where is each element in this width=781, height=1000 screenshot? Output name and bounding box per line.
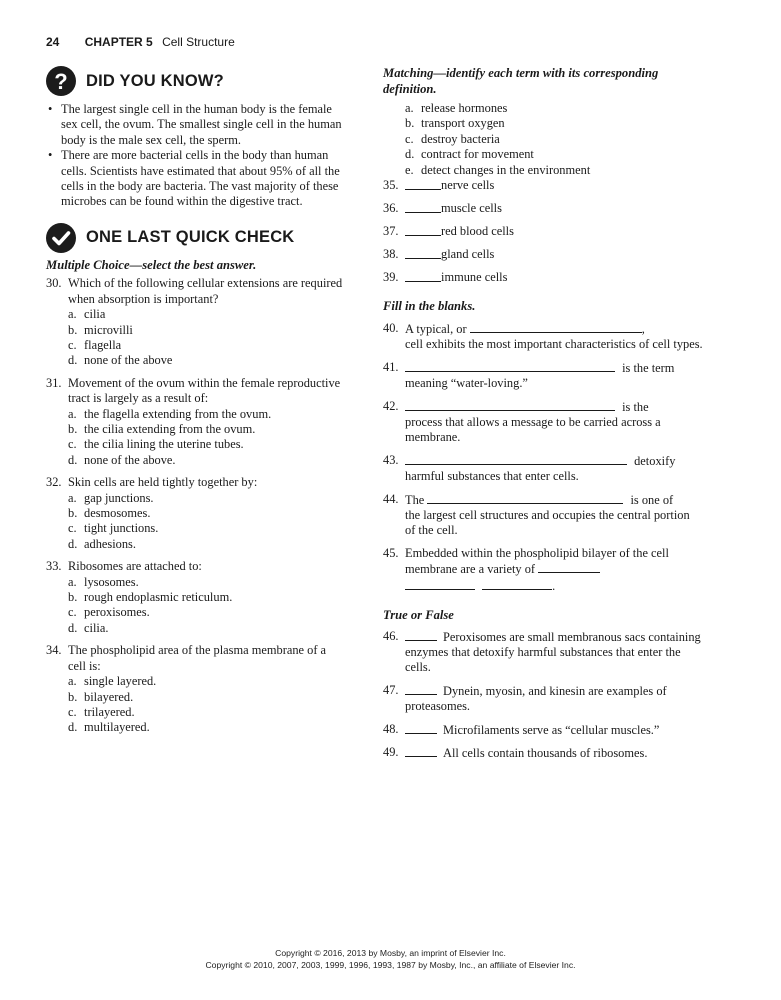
option-list xyxy=(68,491,346,553)
did-you-know-heading xyxy=(46,66,346,96)
option-text: cilia xyxy=(84,307,106,322)
item-term: muscle cells xyxy=(441,201,502,216)
item-term: immune cells xyxy=(441,270,508,285)
option-text: lysosomes. xyxy=(84,574,139,589)
option-letter: d. xyxy=(68,536,78,551)
item-number: 49. xyxy=(383,744,399,759)
right-column xyxy=(383,66,703,761)
checkmark-icon xyxy=(46,223,76,253)
matching-instructions: Matching—identify each term with its corresponding definition. xyxy=(383,66,659,96)
fill-blank-question: 45. Embedded within the phospholipid bilayer of the cell membrane are a variety of . xyxy=(383,545,669,593)
answer-option[interactable] xyxy=(68,353,346,368)
option-letter: a. xyxy=(68,674,77,689)
option-letter: b. xyxy=(68,506,78,521)
item-number: 48. xyxy=(383,721,399,736)
option-text: trilayered. xyxy=(84,704,135,719)
definition-option xyxy=(405,101,703,116)
answer-blank[interactable] xyxy=(405,247,441,259)
matching-items xyxy=(383,178,703,285)
answer-blank[interactable] xyxy=(405,453,627,465)
mc-question xyxy=(46,276,346,368)
matching-definitions xyxy=(405,101,703,178)
option-text: microvilli xyxy=(84,322,133,337)
question-text: Ribosomes are attached to: xyxy=(68,559,202,574)
item-number: 35. xyxy=(383,178,399,193)
matching-item xyxy=(383,201,703,216)
question-stem xyxy=(46,276,346,307)
answer-option[interactable] xyxy=(68,307,346,322)
option-text: adhesions. xyxy=(84,536,136,551)
fill-blank-question: 41. is the term meaning “water-loving.” xyxy=(383,359,675,391)
fact-item: • The largest single cell in the human body is the female sex cell, the ovum. The smallest single cell in the human body is the male sex cell, the sperm. xyxy=(46,102,346,148)
definition-option xyxy=(405,132,703,147)
answer-option[interactable] xyxy=(68,338,346,353)
answer-option[interactable] xyxy=(68,491,346,506)
question-stem xyxy=(46,559,346,574)
multiple-choice-instructions: Multiple Choice—select the best answer. xyxy=(46,257,257,272)
option-text: transport oxygen xyxy=(421,116,505,131)
chapter-label: CHAPTER 5 xyxy=(84,35,153,49)
question-stem xyxy=(46,643,346,674)
answer-blank[interactable] xyxy=(405,745,437,757)
quick-check-title: ONE LAST QUICK CHECK xyxy=(86,228,295,247)
option-text: the cilia lining the uterine tubes. xyxy=(84,437,244,452)
definition-option xyxy=(405,116,703,131)
option-letter: c. xyxy=(68,521,77,536)
fact-item: • There are more bacterial cells in the body than human cells. Scientists have estimated that about 95% of all the cells in the body are bacteria. The vast majority of these microbes can be found within the digestive tract. xyxy=(46,148,346,210)
left-column xyxy=(46,66,346,736)
option-letter: a. xyxy=(68,490,77,505)
statement-text: Peroxisomes are small membranous sacs containing enzymes that detoxify harmful substances that enter the cells. xyxy=(405,629,701,675)
option-letter: b. xyxy=(405,116,415,131)
mc-question xyxy=(46,643,346,735)
true-false-item xyxy=(383,629,703,676)
item-number: 37. xyxy=(383,224,399,239)
option-letter: c. xyxy=(68,337,77,352)
option-text: detect changes in the environment xyxy=(421,162,591,177)
answer-option[interactable] xyxy=(68,605,346,620)
answer-option[interactable] xyxy=(68,720,346,735)
option-text: contract for movement xyxy=(421,147,534,162)
option-text: the flagella extending from the ovum. xyxy=(84,406,272,421)
chapter-title: Cell Structure xyxy=(162,35,235,49)
option-letter: c. xyxy=(68,704,77,719)
option-text: rough endoplasmic reticulum. xyxy=(84,590,233,605)
option-list xyxy=(68,407,346,469)
option-letter: a. xyxy=(68,307,77,322)
answer-option[interactable] xyxy=(68,537,346,552)
answer-blank[interactable] xyxy=(482,578,552,590)
option-list xyxy=(68,674,346,736)
answer-blank[interactable] xyxy=(405,722,437,734)
answer-blank[interactable] xyxy=(405,224,441,236)
option-text: peroxisomes. xyxy=(84,605,150,620)
answer-option[interactable] xyxy=(68,621,346,636)
option-letter: e. xyxy=(405,162,414,177)
option-letter: d. xyxy=(405,147,415,162)
option-letter: d. xyxy=(68,353,78,368)
true-false-item xyxy=(383,745,703,761)
matching-item xyxy=(383,178,703,193)
answer-option[interactable] xyxy=(68,705,346,720)
option-letter: d. xyxy=(68,720,78,735)
option-text: bilayered. xyxy=(84,689,134,704)
statement-text: Dynein, myosin, and kinesin are examples of proteasomes. xyxy=(405,683,667,714)
definition-option xyxy=(405,147,703,162)
matching-item xyxy=(383,224,703,239)
mc-question xyxy=(46,559,346,636)
multiple-choice-list xyxy=(46,276,346,735)
statement-text: Microfilaments serve as “cellular muscles.” xyxy=(443,722,660,737)
answer-option[interactable] xyxy=(68,690,346,705)
option-list xyxy=(68,307,346,369)
item-term: gland cells xyxy=(441,247,495,262)
item-term: nerve cells xyxy=(441,178,495,193)
fill-blank-question: 43. detoxify harmful substances that enter cells. xyxy=(383,452,676,484)
fill-blank-question: 40. A typical, or , cell exhibits the most important characteristics of cell types. xyxy=(383,320,703,352)
option-text: flagella xyxy=(84,337,122,352)
answer-blank[interactable] xyxy=(405,270,441,282)
question-text: The phospholipid area of the plasma membrane of a cell is: xyxy=(68,643,327,673)
item-number: 39. xyxy=(383,270,399,285)
true-false-heading: True or False xyxy=(383,608,454,623)
answer-blank[interactable] xyxy=(405,201,441,213)
option-letter: c. xyxy=(405,131,414,146)
option-text: multilayered. xyxy=(84,720,150,735)
item-term: red blood cells xyxy=(441,224,514,239)
did-you-know-title: DID YOU KNOW? xyxy=(86,71,224,90)
answer-blank[interactable] xyxy=(470,321,642,333)
option-text: cilia. xyxy=(84,620,109,635)
answer-blank[interactable] xyxy=(405,683,437,695)
option-text: tight junctions. xyxy=(84,521,159,536)
item-number: 36. xyxy=(383,201,399,216)
option-letter: b. xyxy=(68,590,78,605)
option-text: desmosomes. xyxy=(84,506,151,521)
copyright-line: Copyright © 2016, 2013 by Mosby, an imprint of Elsevier Inc. xyxy=(275,948,506,958)
answer-option[interactable] xyxy=(68,453,346,468)
answer-blank[interactable] xyxy=(405,178,441,190)
option-text: release hormones xyxy=(421,101,508,115)
fill-blank-question: 42. is the process that allows a message to be carried across a membrane. xyxy=(383,398,661,445)
item-number: 46. xyxy=(383,628,399,643)
option-letter: a. xyxy=(68,406,77,421)
answer-option[interactable] xyxy=(68,575,346,590)
quick-check-heading xyxy=(46,223,346,253)
option-letter: a. xyxy=(405,101,414,115)
question-number: 30. xyxy=(46,276,62,291)
option-letter: b. xyxy=(68,422,78,436)
answer-blank[interactable] xyxy=(538,561,600,573)
option-letter: d. xyxy=(68,452,78,467)
answer-option[interactable] xyxy=(68,674,346,689)
fill-blanks-heading: Fill in the blanks. xyxy=(383,299,476,314)
answer-option[interactable] xyxy=(68,506,346,521)
option-text: none of the above xyxy=(84,353,173,368)
true-false-list xyxy=(383,629,703,762)
svg-text:?: ? xyxy=(54,69,68,94)
option-letter: b. xyxy=(68,689,78,704)
option-letter: d. xyxy=(68,620,78,635)
option-letter: c. xyxy=(68,605,77,620)
mc-question xyxy=(46,376,346,468)
answer-blank[interactable] xyxy=(405,578,475,590)
fill-blank-question: 44. The is one of the largest cell structures and occupies the central portion of the cell. xyxy=(383,491,690,538)
question-number: 31. xyxy=(46,375,62,390)
question-number: 34. xyxy=(46,643,62,658)
item-number: 47. xyxy=(383,682,399,697)
statement-text: All cells contain thousands of ribosomes. xyxy=(443,745,648,760)
option-text: the cilia extending from the ovum. xyxy=(84,422,256,436)
question-text: Which of the following cellular extensions are required when absorption is important? xyxy=(68,276,343,306)
definition-option xyxy=(405,163,703,178)
matching-item xyxy=(383,270,703,285)
answer-option[interactable] xyxy=(68,407,346,422)
item-number: 38. xyxy=(383,247,399,262)
question-stem xyxy=(46,376,346,407)
answer-option[interactable] xyxy=(68,437,346,452)
question-icon xyxy=(46,66,76,96)
option-text: gap junctions. xyxy=(84,490,154,505)
answer-blank[interactable] xyxy=(405,399,615,411)
matching-item xyxy=(383,247,703,262)
true-false-item xyxy=(383,683,703,715)
true-false-item xyxy=(383,722,703,738)
mc-question xyxy=(46,475,346,552)
answer-blank[interactable] xyxy=(405,629,437,641)
fact-list xyxy=(46,102,346,210)
option-letter: b. xyxy=(68,322,78,337)
option-text: destroy bacteria xyxy=(421,131,500,146)
answer-option[interactable] xyxy=(68,521,346,536)
answer-blank[interactable] xyxy=(427,492,623,504)
question-stem xyxy=(46,475,346,490)
question-number: 32. xyxy=(46,475,62,490)
answer-option[interactable] xyxy=(68,422,346,437)
answer-blank[interactable] xyxy=(405,360,615,372)
question-number: 33. xyxy=(46,559,62,574)
answer-option[interactable] xyxy=(68,323,346,338)
option-letter: c. xyxy=(68,437,77,452)
question-text: Movement of the ovum within the female reproductive tract is largely as a result of: xyxy=(68,375,341,406)
option-text: single layered. xyxy=(84,674,157,689)
question-text: Skin cells are held tightly together by: xyxy=(68,475,258,490)
option-list xyxy=(68,575,346,637)
option-text: none of the above. xyxy=(84,452,176,467)
page-header xyxy=(46,35,235,49)
option-letter: a. xyxy=(68,574,77,589)
page-number: 24 xyxy=(46,35,60,49)
answer-option[interactable] xyxy=(68,590,346,605)
copyright-line: Copyright © 2010, 2007, 2003, 1999, 1996, 1993, 1987 by Mosby, Inc., an affiliate of Elsevier Inc. xyxy=(205,960,576,970)
